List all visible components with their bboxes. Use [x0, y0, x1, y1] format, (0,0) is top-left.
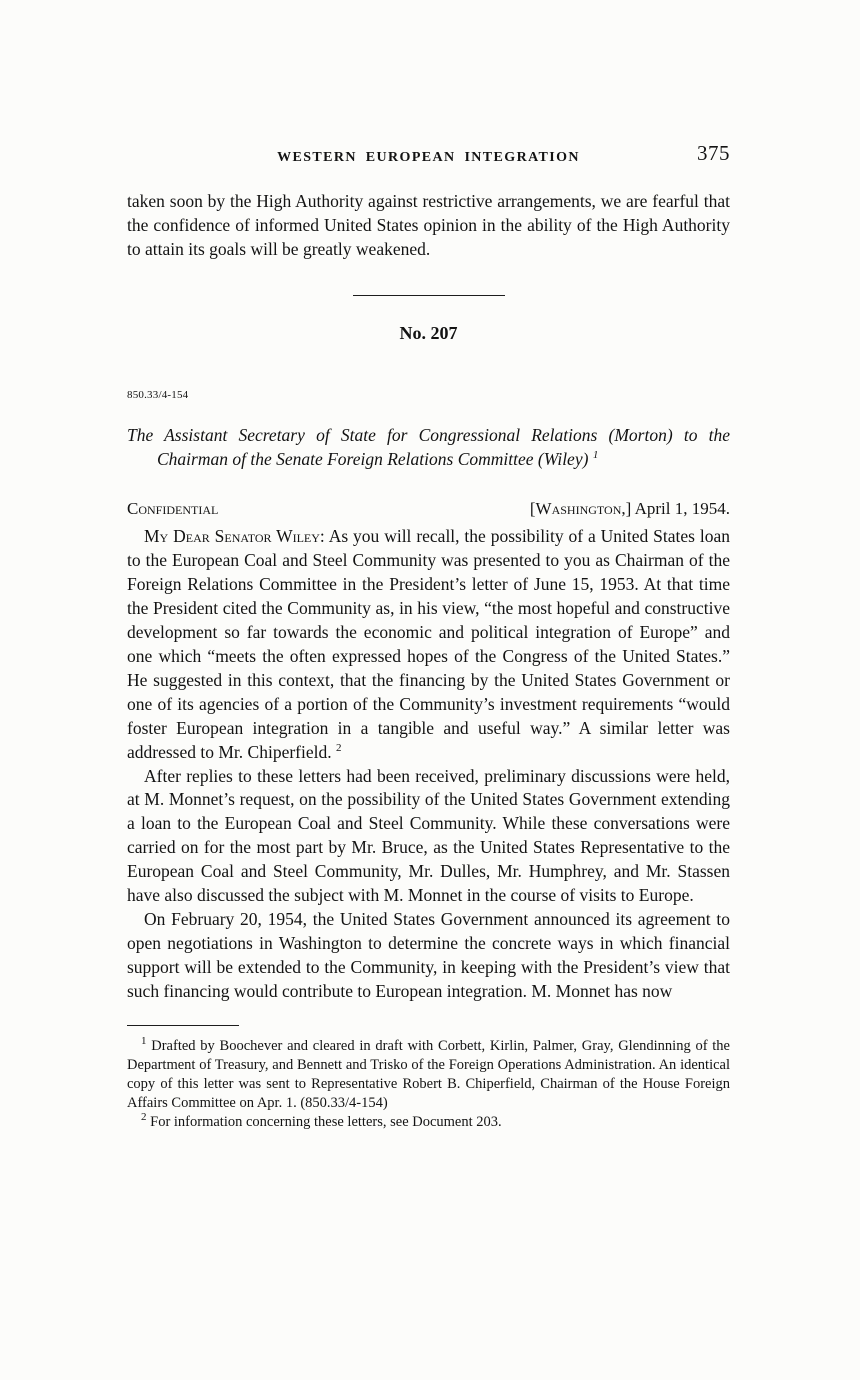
footnote-ref: 2 — [335, 741, 342, 754]
letter-paragraph: On February 20, 1954, the United States Government announced its agreement to open negotiations in Washington to determine the concrete ways in which financial support will be extended to the Community, in keeping with the President’s view that such financing would contribute to European integration. M. Monnet has now — [127, 908, 730, 1001]
place-name: Washington — [535, 498, 622, 518]
footnote-marker: 2 — [141, 1111, 147, 1124]
bracket-open: [ — [529, 498, 536, 518]
source-reference: 850.33/4-154 — [127, 388, 189, 401]
letter-paragraph: After replies to these letters had been received, preliminary discussions were held, at M. Monnet’s request, on the possibility of the United States Government extending a loan to the European Coal and Steel Community. While these conversations were carried on for the most part by Mr. Bruce, as the United States Representative to the European Coal and Steel Community, Mr. Dulles, Mr. Humphrey, and Mr. Stassen have also discussed the subject with M. Monnet in the course of visits to Europe. — [127, 765, 730, 906]
page-body — [127, 190, 730, 1133]
section-divider-rule — [353, 295, 505, 296]
document-title-text: The Assistant Secretary of State for Congressional Relations (Morton) to the Chairman of the Senate Foreign Relations Committee (Wiley) — [127, 424, 730, 469]
footnote-marker: 1 — [141, 1034, 147, 1047]
footnote-text: For information concerning these letters, see Document 203. — [150, 1114, 502, 1131]
paragraph-text: As you will recall, the possibility of a United States loan to the European Coal and Steel Community was presented to you as Chairman of the Foreign Relations Committee in the President’s letter of June 15, 1953. At that time the President cited the Community as, in his view, “the most hopeful and constructive development so far towards the economic and political integration of Europe” and one which “meets the often expressed hopes of the Congress of the United States.” He suggested in this context, that the financing by the United States Government or one of its agencies of a portion of the Community’s investment requirements “would foster European integration in a tangible and useful way.” A similar letter was addressed to Mr. Chiperfield. — [127, 526, 730, 762]
salutation: My Dear Senator Wiley: — [144, 526, 325, 547]
bracket-close: ,] — [621, 498, 632, 518]
running-head: WESTERN EUROPEAN INTEGRATION — [277, 150, 580, 165]
classification-label: Confidential — [127, 498, 219, 518]
document-title — [127, 423, 730, 471]
page-number: 375 — [697, 141, 730, 165]
letter-paragraph — [127, 525, 730, 764]
continuation-paragraph: taken soon by the High Authority against restrictive arrangements, we are fearful that the confidence of informed United States opinion in the ability of the High Authority to attain its goals will be greatly weakened. — [127, 191, 730, 259]
dateline-row — [127, 497, 730, 521]
title-footnote-ref: 1 — [592, 448, 599, 461]
footnote — [127, 1034, 730, 1114]
footnote-rule — [127, 1025, 239, 1026]
page-header — [127, 141, 730, 166]
footnote-text: Drafted by Boochever and cleared in draft with Corbett, Kirlin, Palmer, Gray, Glendinning of the Department of Treasury, and Bennett and Trisko of the Foreign Operations Administration. An identical copy of this letter was sent to Representative Robert B. Chiperfield, Chairman of the House Foreign Affairs Committee on Apr. 1. (850.33/4-154) — [127, 1037, 730, 1112]
place-and-date — [530, 497, 730, 521]
footnote — [127, 1113, 730, 1132]
document-number-heading: No. 207 — [399, 322, 458, 343]
date-text: April 1, 1954. — [631, 498, 730, 518]
